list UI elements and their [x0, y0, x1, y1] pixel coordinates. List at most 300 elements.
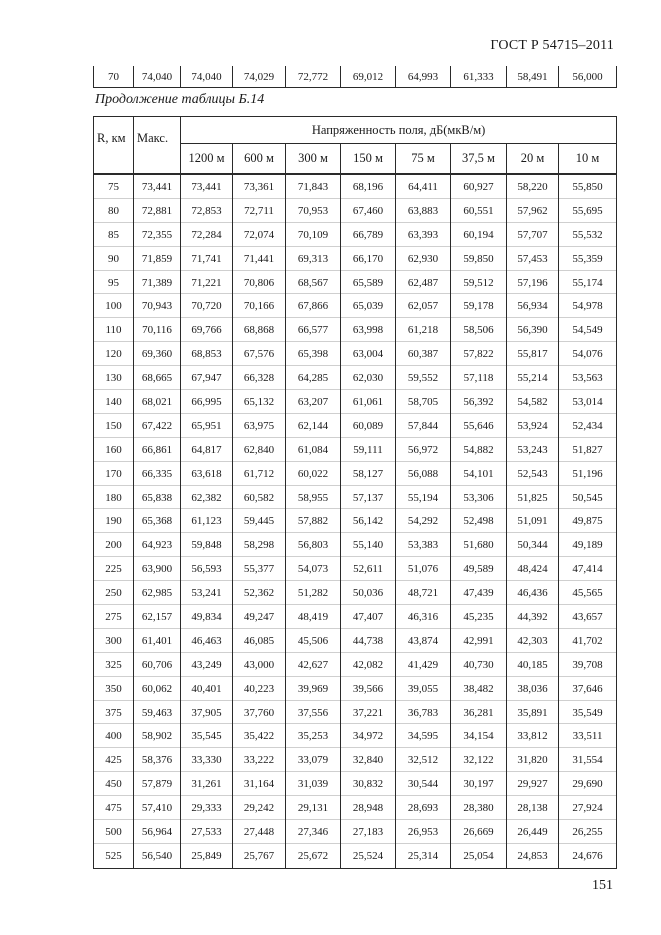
column-header-max: Макс. [134, 117, 181, 175]
page-number: 151 [592, 878, 613, 893]
value-cell: 59,850 [451, 247, 507, 271]
value-cell: 40,401 [181, 677, 233, 701]
value-cell: 45,506 [286, 629, 341, 653]
value-cell: 54,073 [286, 557, 341, 581]
value-cell: 61,084 [286, 438, 341, 462]
value-cell: 31,039 [286, 772, 341, 796]
table-row [94, 438, 617, 462]
value-cell: 51,091 [507, 509, 559, 533]
value-cell: 70,953 [286, 199, 341, 223]
value-cell: 56,540 [134, 844, 181, 868]
distance-cell: 120 [94, 342, 134, 366]
value-cell: 54,582 [507, 390, 559, 414]
value-cell: 62,030 [341, 366, 396, 390]
value-cell: 43,249 [181, 653, 233, 677]
value-cell: 55,140 [341, 533, 396, 557]
value-cell: 24,853 [507, 844, 559, 868]
value-cell: 62,985 [134, 581, 181, 605]
value-cell: 57,882 [286, 509, 341, 533]
value-cell: 53,241 [181, 581, 233, 605]
distance-cell: 350 [94, 677, 134, 701]
value-cell: 45,235 [451, 605, 507, 629]
value-cell: 50,545 [559, 486, 617, 510]
value-cell: 33,511 [559, 724, 617, 748]
value-cell: 29,242 [233, 796, 286, 820]
value-cell: 31,554 [559, 748, 617, 772]
value-cell: 53,014 [559, 390, 617, 414]
table-row [94, 844, 617, 868]
value-cell: 35,549 [559, 701, 617, 725]
table-cell: 74,040 [181, 66, 233, 88]
value-cell: 52,498 [451, 509, 507, 533]
distance-cell: 140 [94, 390, 134, 414]
value-cell: 56,593 [181, 557, 233, 581]
value-cell: 35,891 [507, 701, 559, 725]
column-header-height: 10 м [559, 144, 617, 175]
value-cell: 52,434 [559, 414, 617, 438]
previous-table-fragment [93, 66, 617, 88]
distance-cell: 500 [94, 820, 134, 844]
value-cell: 37,646 [559, 677, 617, 701]
value-cell: 66,335 [134, 462, 181, 486]
value-cell: 29,333 [181, 796, 233, 820]
value-cell: 42,303 [507, 629, 559, 653]
value-cell: 33,330 [181, 748, 233, 772]
value-cell: 61,218 [396, 318, 451, 342]
value-cell: 25,314 [396, 844, 451, 868]
distance-cell: 225 [94, 557, 134, 581]
value-cell: 43,874 [396, 629, 451, 653]
value-cell: 67,866 [286, 294, 341, 318]
value-cell: 70,116 [134, 318, 181, 342]
value-cell: 71,221 [181, 271, 233, 295]
value-cell: 64,817 [181, 438, 233, 462]
table-cell: 70 [94, 66, 134, 88]
value-cell: 51,076 [396, 557, 451, 581]
value-cell: 51,680 [451, 533, 507, 557]
table-row [94, 66, 617, 88]
table-row [94, 605, 617, 629]
value-cell: 53,306 [451, 486, 507, 510]
value-cell: 41,429 [396, 653, 451, 677]
distance-cell: 80 [94, 199, 134, 223]
distance-cell: 190 [94, 509, 134, 533]
value-cell: 59,445 [233, 509, 286, 533]
table-cell: 74,040 [134, 66, 181, 88]
distance-cell: 375 [94, 701, 134, 725]
value-cell: 59,552 [396, 366, 451, 390]
value-cell: 49,189 [559, 533, 617, 557]
value-cell: 56,142 [341, 509, 396, 533]
distance-cell: 95 [94, 271, 134, 295]
value-cell: 28,948 [341, 796, 396, 820]
value-cell: 42,991 [451, 629, 507, 653]
value-cell: 65,951 [181, 414, 233, 438]
value-cell: 47,439 [451, 581, 507, 605]
value-cell: 72,284 [181, 223, 233, 247]
value-cell: 61,712 [233, 462, 286, 486]
value-cell: 73,361 [233, 174, 286, 199]
value-cell: 55,850 [559, 174, 617, 199]
value-cell: 62,487 [396, 271, 451, 295]
table-row [94, 486, 617, 510]
value-cell: 62,144 [286, 414, 341, 438]
value-cell: 26,449 [507, 820, 559, 844]
value-cell: 63,900 [134, 557, 181, 581]
value-cell: 60,706 [134, 653, 181, 677]
field-strength-table [93, 116, 617, 869]
value-cell: 67,422 [134, 414, 181, 438]
distance-cell: 130 [94, 366, 134, 390]
value-cell: 42,082 [341, 653, 396, 677]
value-cell: 41,702 [559, 629, 617, 653]
value-cell: 72,355 [134, 223, 181, 247]
value-cell: 57,844 [396, 414, 451, 438]
value-cell: 39,708 [559, 653, 617, 677]
value-cell: 54,076 [559, 342, 617, 366]
value-cell: 58,220 [507, 174, 559, 199]
value-cell: 33,079 [286, 748, 341, 772]
value-cell: 26,255 [559, 820, 617, 844]
value-cell: 71,741 [181, 247, 233, 271]
value-cell: 30,544 [396, 772, 451, 796]
value-cell: 68,021 [134, 390, 181, 414]
value-cell: 66,789 [341, 223, 396, 247]
value-cell: 25,849 [181, 844, 233, 868]
value-cell: 30,197 [451, 772, 507, 796]
table-row [94, 557, 617, 581]
table-cell: 58,491 [507, 66, 559, 88]
value-cell: 71,843 [286, 174, 341, 199]
value-cell: 59,848 [181, 533, 233, 557]
table-cell: 69,012 [341, 66, 396, 88]
value-cell: 68,868 [233, 318, 286, 342]
value-cell: 54,292 [396, 509, 451, 533]
value-cell: 51,282 [286, 581, 341, 605]
value-cell: 35,253 [286, 724, 341, 748]
value-cell: 69,766 [181, 318, 233, 342]
distance-cell: 90 [94, 247, 134, 271]
value-cell: 48,721 [396, 581, 451, 605]
table-row [94, 462, 617, 486]
value-cell: 51,827 [559, 438, 617, 462]
value-cell: 63,975 [233, 414, 286, 438]
value-cell: 38,482 [451, 677, 507, 701]
value-cell: 58,376 [134, 748, 181, 772]
value-cell: 55,532 [559, 223, 617, 247]
value-cell: 58,705 [396, 390, 451, 414]
value-cell: 59,512 [451, 271, 507, 295]
value-cell: 29,927 [507, 772, 559, 796]
document-id: ГОСТ Р 54715–2011 [490, 38, 614, 53]
distance-cell: 325 [94, 653, 134, 677]
value-cell: 40,730 [451, 653, 507, 677]
value-cell: 63,618 [181, 462, 233, 486]
value-cell: 44,392 [507, 605, 559, 629]
value-cell: 53,924 [507, 414, 559, 438]
value-cell: 71,441 [233, 247, 286, 271]
value-cell: 47,407 [341, 605, 396, 629]
value-cell: 58,506 [451, 318, 507, 342]
value-cell: 60,387 [396, 342, 451, 366]
value-cell: 54,549 [559, 318, 617, 342]
value-cell: 47,414 [559, 557, 617, 581]
value-cell: 70,806 [233, 271, 286, 295]
table-row [94, 677, 617, 701]
value-cell: 58,955 [286, 486, 341, 510]
value-cell: 56,390 [507, 318, 559, 342]
value-cell: 73,441 [134, 174, 181, 199]
value-cell: 46,085 [233, 629, 286, 653]
distance-cell: 250 [94, 581, 134, 605]
table-row [94, 581, 617, 605]
value-cell: 70,109 [286, 223, 341, 247]
value-cell: 67,947 [181, 366, 233, 390]
value-cell: 50,344 [507, 533, 559, 557]
value-cell: 70,166 [233, 294, 286, 318]
value-cell: 57,707 [507, 223, 559, 247]
value-cell: 69,360 [134, 342, 181, 366]
value-cell: 51,825 [507, 486, 559, 510]
distance-cell: 100 [94, 294, 134, 318]
value-cell: 25,767 [233, 844, 286, 868]
value-cell: 71,859 [134, 247, 181, 271]
value-cell: 49,875 [559, 509, 617, 533]
value-cell: 60,022 [286, 462, 341, 486]
value-cell: 58,127 [341, 462, 396, 486]
table-cell: 72,772 [286, 66, 341, 88]
value-cell: 27,924 [559, 796, 617, 820]
value-cell: 40,185 [507, 653, 559, 677]
value-cell: 63,998 [341, 318, 396, 342]
value-cell: 70,720 [181, 294, 233, 318]
value-cell: 67,576 [233, 342, 286, 366]
value-cell: 46,463 [181, 629, 233, 653]
value-cell: 71,389 [134, 271, 181, 295]
value-cell: 31,261 [181, 772, 233, 796]
column-header-height: 20 м [507, 144, 559, 175]
value-cell: 37,221 [341, 701, 396, 725]
table-row [94, 366, 617, 390]
value-cell: 64,923 [134, 533, 181, 557]
value-cell: 39,566 [341, 677, 396, 701]
value-cell: 72,711 [233, 199, 286, 223]
table-row [94, 796, 617, 820]
value-cell: 54,101 [451, 462, 507, 486]
distance-cell: 180 [94, 486, 134, 510]
value-cell: 63,883 [396, 199, 451, 223]
value-cell: 60,927 [451, 174, 507, 199]
value-cell: 33,812 [507, 724, 559, 748]
value-cell: 72,074 [233, 223, 286, 247]
value-cell: 27,346 [286, 820, 341, 844]
value-cell: 45,565 [559, 581, 617, 605]
value-cell: 37,905 [181, 701, 233, 725]
value-cell: 59,463 [134, 701, 181, 725]
value-cell: 36,281 [451, 701, 507, 725]
value-cell: 31,164 [233, 772, 286, 796]
value-cell: 59,111 [341, 438, 396, 462]
table-row [94, 820, 617, 844]
value-cell: 65,398 [286, 342, 341, 366]
value-cell: 66,577 [286, 318, 341, 342]
value-cell: 65,132 [233, 390, 286, 414]
column-header-height: 75 м [396, 144, 451, 175]
table-row [94, 247, 617, 271]
table-row [94, 223, 617, 247]
value-cell: 62,382 [181, 486, 233, 510]
value-cell: 55,377 [233, 557, 286, 581]
value-cell: 65,589 [341, 271, 396, 295]
value-cell: 44,738 [341, 629, 396, 653]
value-cell: 39,055 [396, 677, 451, 701]
value-cell: 48,419 [286, 605, 341, 629]
value-cell: 32,840 [341, 748, 396, 772]
table-caption: Продолжение таблицы Б.14 [95, 92, 265, 107]
value-cell: 62,840 [233, 438, 286, 462]
distance-cell: 400 [94, 724, 134, 748]
value-cell: 24,676 [559, 844, 617, 868]
value-cell: 60,194 [451, 223, 507, 247]
value-cell: 46,436 [507, 581, 559, 605]
table-row [94, 390, 617, 414]
value-cell: 25,672 [286, 844, 341, 868]
value-cell: 65,368 [134, 509, 181, 533]
column-header-height: 300 м [286, 144, 341, 175]
value-cell: 61,061 [341, 390, 396, 414]
value-cell: 64,411 [396, 174, 451, 199]
value-cell: 68,853 [181, 342, 233, 366]
value-cell: 43,657 [559, 605, 617, 629]
value-cell: 66,328 [233, 366, 286, 390]
value-cell: 57,118 [451, 366, 507, 390]
column-header-height: 600 м [233, 144, 286, 175]
value-cell: 51,196 [559, 462, 617, 486]
column-group-header: Напряженность поля, дБ(мкВ/м) [181, 117, 617, 144]
table-cell: 56,000 [559, 66, 617, 88]
value-cell: 50,036 [341, 581, 396, 605]
value-cell: 26,953 [396, 820, 451, 844]
value-cell: 55,194 [396, 486, 451, 510]
table-row [94, 318, 617, 342]
table-row [94, 701, 617, 725]
value-cell: 29,131 [286, 796, 341, 820]
distance-cell: 110 [94, 318, 134, 342]
table-cell: 74,029 [233, 66, 286, 88]
table-row [94, 271, 617, 295]
value-cell: 57,137 [341, 486, 396, 510]
value-cell: 49,247 [233, 605, 286, 629]
value-cell: 55,646 [451, 414, 507, 438]
value-cell: 58,902 [134, 724, 181, 748]
distance-cell: 475 [94, 796, 134, 820]
value-cell: 40,223 [233, 677, 286, 701]
value-cell: 42,627 [286, 653, 341, 677]
table-row [94, 414, 617, 438]
value-cell: 31,820 [507, 748, 559, 772]
value-cell: 57,410 [134, 796, 181, 820]
value-cell: 46,316 [396, 605, 451, 629]
value-cell: 72,853 [181, 199, 233, 223]
column-header-height: 150 м [341, 144, 396, 175]
distance-cell: 275 [94, 605, 134, 629]
value-cell: 36,783 [396, 701, 451, 725]
value-cell: 57,879 [134, 772, 181, 796]
value-cell: 66,861 [134, 438, 181, 462]
value-cell: 57,453 [507, 247, 559, 271]
value-cell: 59,178 [451, 294, 507, 318]
value-cell: 52,611 [341, 557, 396, 581]
table-row [94, 653, 617, 677]
value-cell: 61,123 [181, 509, 233, 533]
table-row [94, 533, 617, 557]
value-cell: 32,512 [396, 748, 451, 772]
value-cell: 56,972 [396, 438, 451, 462]
value-cell: 29,690 [559, 772, 617, 796]
value-cell: 35,545 [181, 724, 233, 748]
value-cell: 34,154 [451, 724, 507, 748]
value-cell: 56,964 [134, 820, 181, 844]
distance-cell: 150 [94, 414, 134, 438]
distance-cell: 300 [94, 629, 134, 653]
value-cell: 26,669 [451, 820, 507, 844]
value-cell: 25,524 [341, 844, 396, 868]
table-row [94, 509, 617, 533]
value-cell: 38,036 [507, 677, 559, 701]
table-row [94, 724, 617, 748]
value-cell: 30,832 [341, 772, 396, 796]
value-cell: 35,422 [233, 724, 286, 748]
value-cell: 56,392 [451, 390, 507, 414]
value-cell: 55,214 [507, 366, 559, 390]
value-cell: 61,401 [134, 629, 181, 653]
value-cell: 27,183 [341, 820, 396, 844]
value-cell: 52,362 [233, 581, 286, 605]
value-cell: 67,460 [341, 199, 396, 223]
value-cell: 37,760 [233, 701, 286, 725]
value-cell: 37,556 [286, 701, 341, 725]
table-row [94, 772, 617, 796]
table-cell: 61,333 [451, 66, 507, 88]
value-cell: 60,582 [233, 486, 286, 510]
value-cell: 25,054 [451, 844, 507, 868]
value-cell: 55,695 [559, 199, 617, 223]
value-cell: 64,285 [286, 366, 341, 390]
value-cell: 68,196 [341, 174, 396, 199]
value-cell: 27,448 [233, 820, 286, 844]
value-cell: 63,207 [286, 390, 341, 414]
value-cell: 39,969 [286, 677, 341, 701]
value-cell: 53,563 [559, 366, 617, 390]
value-cell: 49,589 [451, 557, 507, 581]
value-cell: 68,665 [134, 366, 181, 390]
value-cell: 33,222 [233, 748, 286, 772]
value-cell: 66,170 [341, 247, 396, 271]
value-cell: 54,882 [451, 438, 507, 462]
value-cell: 58,298 [233, 533, 286, 557]
value-cell: 34,595 [396, 724, 451, 748]
table-row [94, 629, 617, 653]
distance-cell: 450 [94, 772, 134, 796]
table-row [94, 199, 617, 223]
value-cell: 27,533 [181, 820, 233, 844]
table-row [94, 174, 617, 199]
value-cell: 65,838 [134, 486, 181, 510]
value-cell: 54,978 [559, 294, 617, 318]
table-row [94, 748, 617, 772]
distance-cell: 525 [94, 844, 134, 868]
value-cell: 55,174 [559, 271, 617, 295]
